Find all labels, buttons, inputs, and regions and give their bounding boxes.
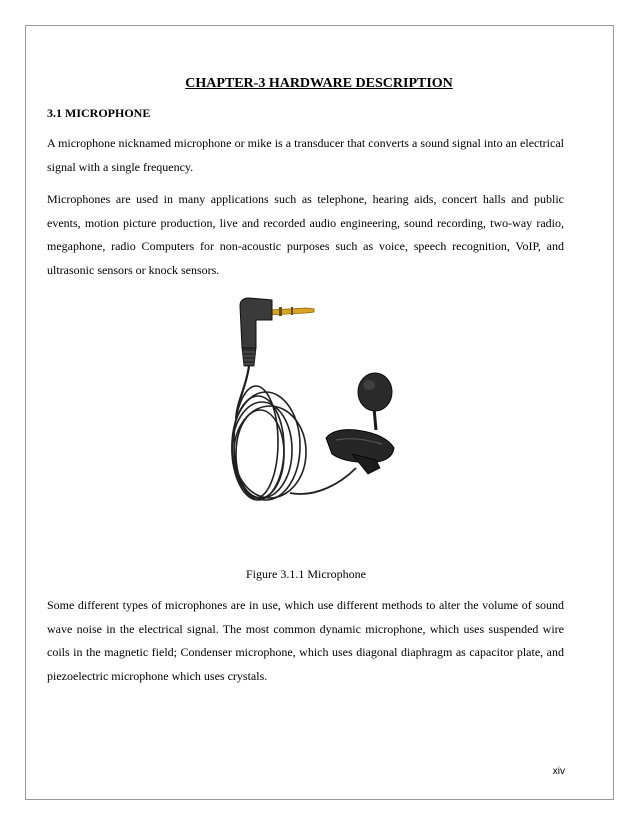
microphone-figure: [216, 288, 402, 520]
paragraph-applications: Microphones are used in many applications such as telephone, hearing aids, concert halls and public events, motion picture production, live and recorded audio engineering, sound recording, two-way radio, megaphone, radio Computers for non-acoustic purposes such as voice, speech recognition, VoIP, and ultrasonic sensors or knock sensors.: [47, 192, 564, 278]
section-heading: 3.1 MICROPHONE: [47, 106, 151, 120]
paragraph-intro: A microphone nicknamed microphone or mike is a transducer that converts a sound signal into an electrical signal with a single frequency.: [47, 136, 564, 174]
figure-caption: Figure 3.1.1 Microphone: [246, 567, 366, 581]
microphone-image: [216, 288, 402, 520]
chapter-title: CHAPTER-3 HARDWARE DESCRIPTION: [185, 76, 453, 91]
paragraph-types: Some different types of microphones are in use, which use different methods to alter the volume of sound wave noise in the electrical signal. The most common dynamic microphone, which uses suspended wire coils in the magnetic field; Condenser microphone, which uses diagonal diaphragm as capacitor plate, and piezoelectric microphone which uses crystals.: [47, 598, 564, 684]
page-number: xiv: [552, 766, 565, 777]
